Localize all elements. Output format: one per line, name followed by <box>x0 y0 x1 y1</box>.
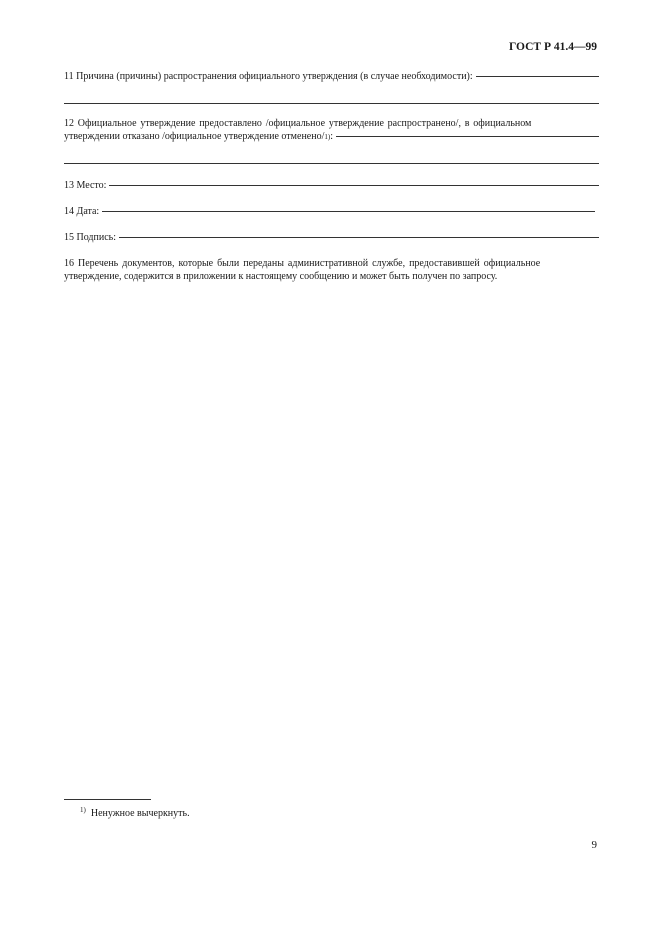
footnote <box>80 808 190 819</box>
item-12-line1: 12 Официальное утверждение предоставлено /официальное утверждение распространено/, в официальном <box>64 118 532 129</box>
item-11-blank[interactable] <box>476 76 599 77</box>
footnote-text: Ненужное вычеркнуть. <box>90 808 190 819</box>
item-16 <box>64 257 599 283</box>
form-content <box>64 70 599 283</box>
item-12: 12 Официальное утверждение предоставлено /официальное утверждение распространено/, в официальном утверждении отказано /официальное утверждение отменено/ 1) : <box>64 117 599 143</box>
item-16-line1: 16 Перечень документов, которые были переданы административной службе, предоставившей официальное <box>64 258 541 269</box>
item-14 <box>64 205 599 218</box>
item-14-label: 14 Дата: <box>64 206 100 217</box>
item-11-text: 11 Причина (причины) распространения официального утверждения (в случае необходимости): <box>64 71 473 82</box>
item-13-label: 13 Место: <box>64 180 107 191</box>
signature-field[interactable] <box>119 237 599 238</box>
item-11-blank-line[interactable] <box>64 103 599 104</box>
page-number: 9 <box>591 839 597 851</box>
item-15 <box>64 231 599 244</box>
footnote-divider <box>64 799 151 800</box>
item-12-blank-line[interactable] <box>64 163 599 164</box>
place-field[interactable] <box>109 185 599 186</box>
item-13 <box>64 179 599 192</box>
item-11 <box>64 70 599 83</box>
date-field[interactable] <box>102 211 595 212</box>
item-12-line2: утверждении отказано /официальное утверждение отменено/ <box>64 131 325 142</box>
footnote-marker: 1) <box>80 806 86 814</box>
item-15-label: 15 Подпись: <box>64 232 117 243</box>
document-header: ГОСТ Р 41.4—99 <box>509 41 597 53</box>
item-12-blank[interactable] <box>336 136 599 137</box>
item-16-line2: утверждение, содержится в приложении к настоящему сообщению и может быть получен по запросу. <box>64 271 498 282</box>
